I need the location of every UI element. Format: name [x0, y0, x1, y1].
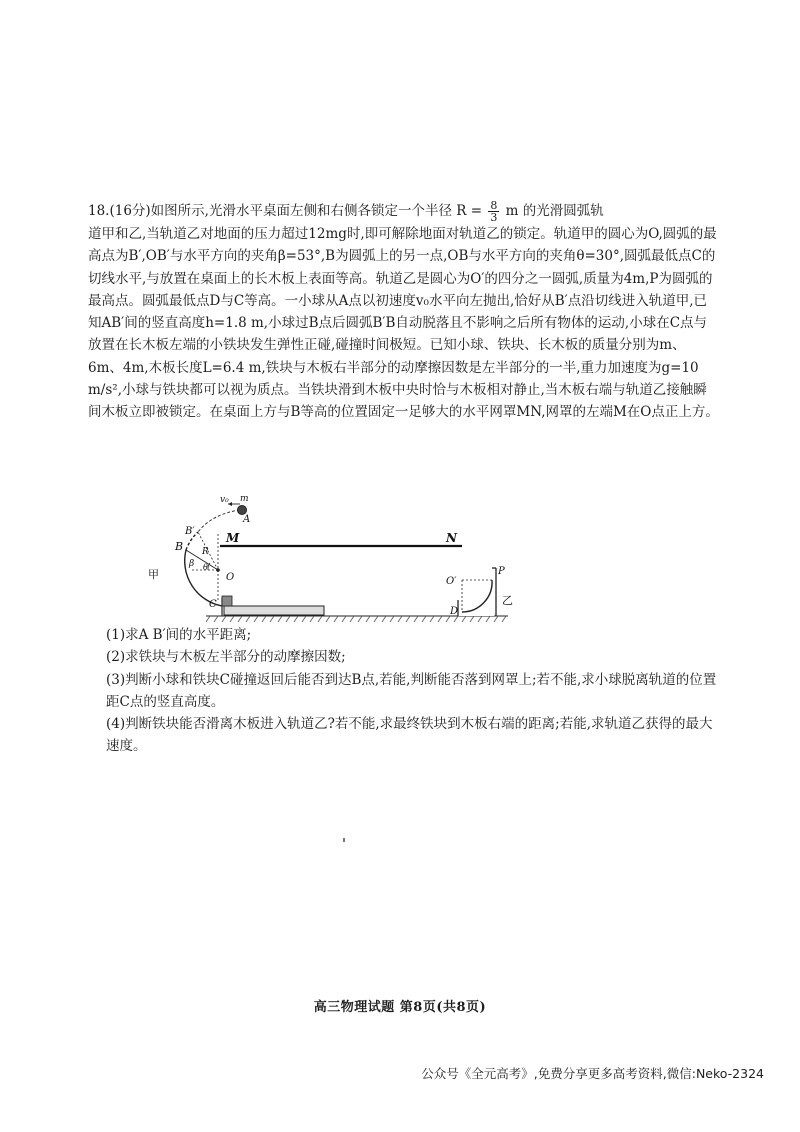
promo-text: 公众号《全元高考》,免费分享更多高考资料,微信:Neko-2324: [421, 1066, 764, 1081]
label-b-prime: B′: [185, 526, 195, 537]
question-4: (4)判断铁块能否滑离木板进入轨道乙?若不能,求最终铁块到木板右端的距离;若能,求轨道乙获得的最大速度。: [106, 716, 713, 755]
iron-block-c: [222, 596, 232, 606]
label-p: P: [498, 566, 505, 577]
ground-hatching: [206, 616, 506, 622]
problem-head: 18.(16分)如图所示,光滑水平桌面左侧和右侧各锁定一个半径: [88, 203, 452, 219]
label-n-net: N: [446, 531, 457, 545]
page-footer: 高三物理试题 第8页(共8页): [313, 1000, 487, 1015]
label-beta: β: [189, 559, 195, 569]
radius-fraction: [488, 200, 499, 223]
radius-label: R =: [456, 203, 483, 219]
projectile-path: [198, 510, 240, 532]
physics-diagram: [140, 492, 520, 626]
label-theta: θ: [203, 563, 208, 572]
label-m: m: [240, 494, 249, 504]
label-c: C: [209, 599, 217, 610]
problem-first-line: [88, 200, 720, 223]
label-o: O: [226, 572, 235, 583]
label-yi: 乙: [502, 594, 513, 607]
radius-numerator: 8: [490, 199, 498, 212]
long-plank: [224, 606, 324, 615]
problem-head-tail: m 的光滑圆弧轨: [505, 203, 604, 219]
label-m-net: M: [226, 531, 240, 545]
question-3: (3)判断小球和铁块C碰撞返回后能否到达B点,若能,判断能否落到网罩上;若不能,求小球脱离轨道的位置距C点的竖直高度。: [106, 671, 717, 710]
sub-questions: [106, 624, 718, 758]
label-jia: 甲: [148, 568, 159, 581]
label-a: A: [243, 514, 251, 525]
problem-18: [88, 200, 720, 424]
label-v0: v₀: [220, 495, 229, 505]
label-b: B: [175, 540, 184, 553]
scan-speck: [343, 838, 345, 842]
label-r: R: [202, 547, 209, 557]
label-o-prime: O′: [446, 576, 457, 587]
problem-text: [88, 200, 720, 424]
question-2: (2)求铁块与木板左半部分的动摩擦因数;: [106, 649, 346, 666]
question-1: (1)求A B′间的水平距离;: [106, 627, 252, 643]
radius-denominator: 3: [490, 211, 498, 224]
problem-body: 道甲和乙,当轨道乙对地面的压力超过12mg时,即可解除地面对轨道乙的锁定。轨道甲的圆心为O,圆弧的最高点为B′,OB′与水平方向的夹角β=53°,B为圆弧上的另一点,OB与水平方向的夹角θ=30°,圆弧最低点C的切线水平,与放置在桌面上的长木板上表面等高。轨道乙是圆心为O′的四分之一圆弧,质量为4m,P为圆弧的最高点。圆弧最低点D与C等高。一小球从A点以初速度v₀水平向左抛出,恰好从B′点沿切线进入轨道甲,已知AB′间的竖直高度h=1.8 m,小球过B点后圆弧B′B自动脱落且不影响之后所有物体的运动,小球在C点与放置在长木板左端的小铁块发生弹性正碰,碰撞时间极短。已知小球、铁块、长木板的质量分别为m、6m、4m,木板长度L=6.4 m,铁块与木板右半部分的动摩擦因数是左半部分的一半,重力加速度为g=10 m/s²,小球与铁块都可以视为质点。当铁块滑到木板中央时恰与木板相对静止,当木板右端与轨道乙接触瞬间木板立即被锁定。在桌面上方与B等高的位置固定一足够大的水平网罩MN,网罩的左端M在O点正上方。: [88, 226, 719, 421]
label-d: D: [450, 606, 459, 617]
